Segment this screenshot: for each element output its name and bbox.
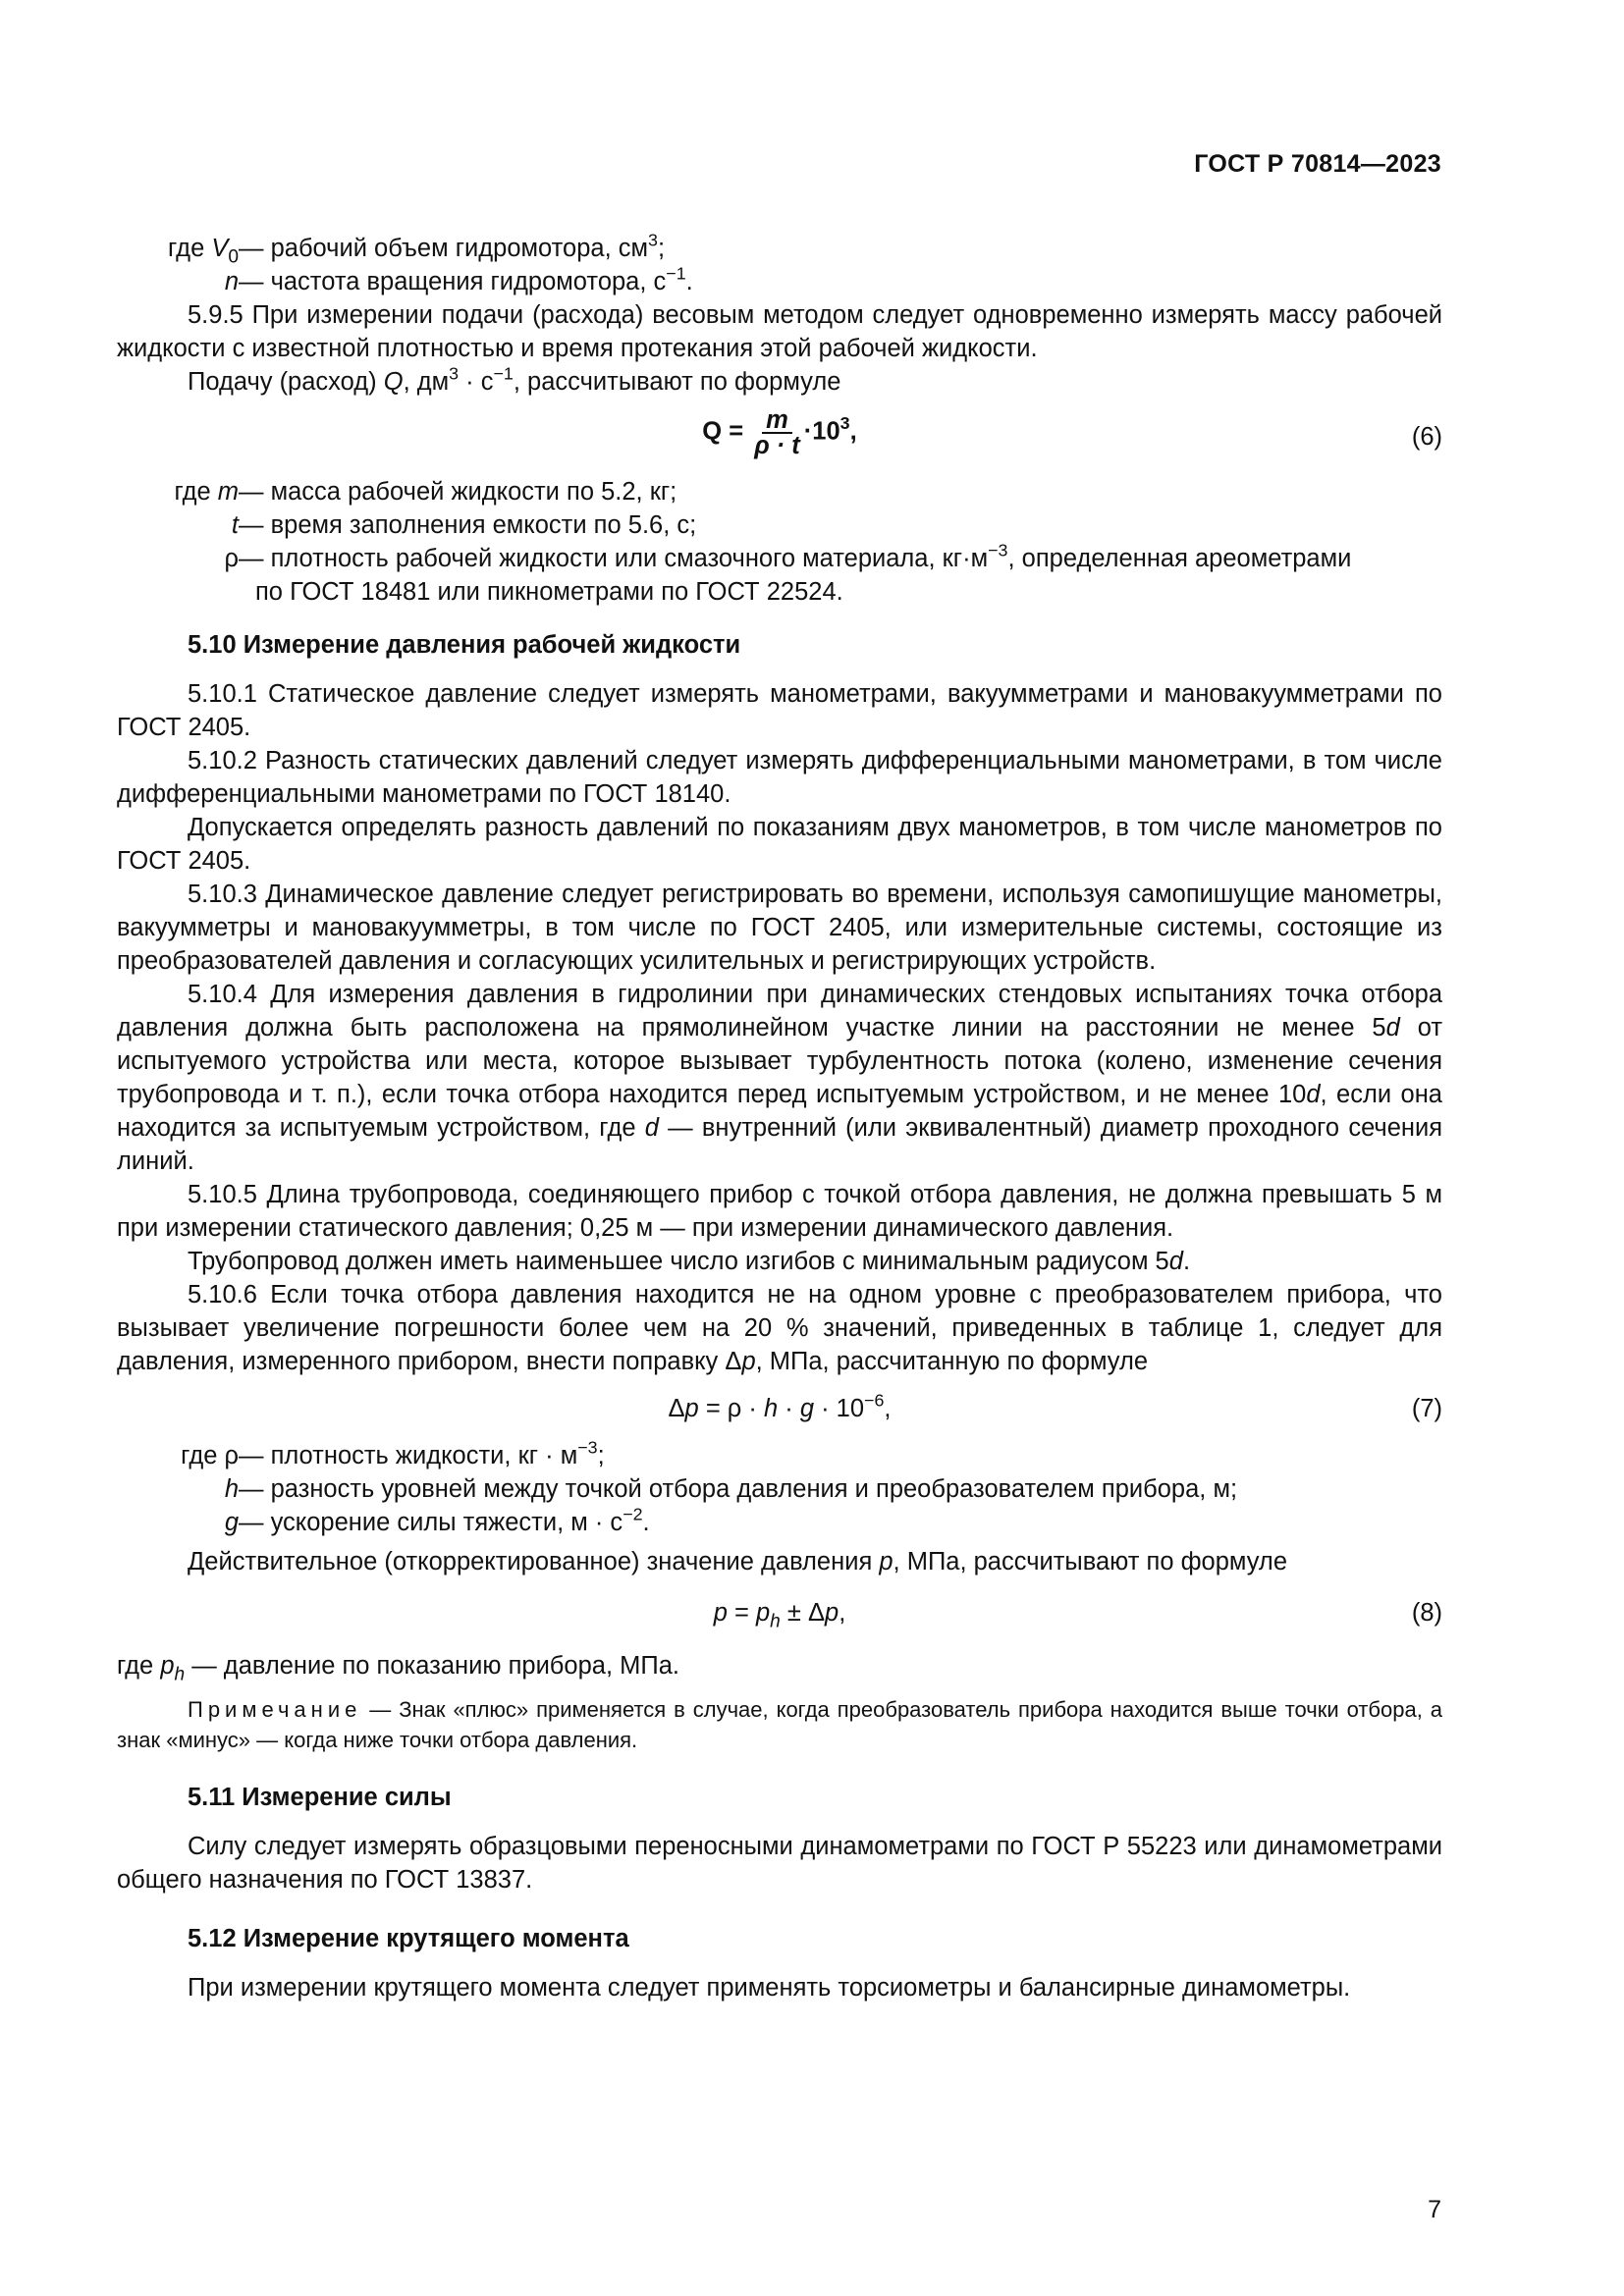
paragraph-allowed: Допускается определять разность давлений по показаниям двух манометров, в том числе манометров по ГОСТ 2405.	[117, 814, 1442, 875]
note: Примечание — Знак «плюс» применяется в случае, когда преобразователь прибора находится выше точки отбора, а знак «минус» — когда ниже точки отбора давления.	[117, 1697, 1442, 1752]
formula-7: $\Delta p = \rho \cdot h \cdot g \cdot 10^{-6}$, (7)	[117, 1378, 1442, 1439]
document-code-header: ГОСТ Р 70814—2023	[1194, 150, 1441, 178]
definition-rho-continuation: по ГОСТ 18481 или пикнометрами по ГОСТ 22524.	[255, 578, 843, 606]
definition-rho: ρ — плотность рабочей жидкости или смазочного материала, $кг\cdot м^{-3}$, определенная ареометрами	[224, 540, 1352, 572]
definition-rho-2: где ρ — плотность жидкости, кг · $м^{-3}$;	[181, 1437, 605, 1469]
definition-t: t — время заполнения емкости по 5.6, с;	[231, 511, 697, 539]
document-body	[117, 232, 1442, 2004]
definition-ph: где $p_h$ — давление по показанию прибора, МПа.	[117, 1652, 679, 1685]
paragraph-5-9-5: 5.9.5 При измерении подачи (расхода) весовым методом следует одновременно измерять массу рабочей жидкости с известной плотностью и время протекания этой рабочей жидкости.	[117, 301, 1442, 362]
section-heading-5-12: 5.12 Измерение крутящего момента	[188, 1925, 629, 1952]
paragraph-bends: Трубопровод должен иметь наименьшее число изгибов с минимальным радиусом 5d.	[188, 1248, 1191, 1275]
paragraph-5-10-4: 5.10.4 Для измерения давления в гидролинии при динамических стендовых испытаниях точка отбора давления должна быть расположена на прямолинейном участке линии на расстоянии не менее 5d от испытуемого устройства или места, которое вызывает турбулентность потока (колено, изменение сечения трубопровода и т. п.), если точка отбора находится перед испытуемым устройством, и не менее 10d, если она находится за испытуемым устройством, где d — внутренний (или эквивалентный) диаметр проходного сечения линий.	[117, 981, 1443, 1175]
formula-number-8: (8)	[1411, 1599, 1442, 1627]
section-heading-5-11: 5.11 Измерение силы	[188, 1784, 452, 1811]
section-heading-5-10: 5.10 Измерение давления рабочей жидкости	[188, 631, 741, 659]
definition-m: где m — масса рабочей жидкости по 5.2, кг;	[174, 478, 677, 506]
definition-v0: где $V_0$ — рабочий объем гидромотора, $см^3$;	[168, 230, 666, 268]
paragraph-5-10-1: 5.10.1 Статическое давление следует измерять манометрами, вакуумметрами и мановакуумметрами по ГОСТ 2405.	[117, 680, 1442, 741]
formula-number-6: (6)	[1411, 423, 1442, 451]
paragraph-5-10-5: 5.10.5 Длина трубопровода, соединяющего прибор с точкой отбора давления, не должна превышать 5 м при измерении статического давления; 0,25 м — при измерении динамического давления.	[117, 1181, 1442, 1242]
definition-h: h — разность уровней между точкой отбора давления и преобразователем прибора, м;	[224, 1475, 1238, 1503]
page-number: 7	[1428, 2196, 1441, 2223]
formula-number-7: (7)	[1411, 1395, 1442, 1422]
paragraph-5-11: Силу следует измерять образцовыми переносными динамометрами по ГОСТ Р 55223 или динамометрами общего назначения по ГОСТ 13837.	[117, 1833, 1442, 1894]
formula-8: $p = p_h \pm \Delta p$, (8)	[117, 1578, 1442, 1649]
paragraph-supply-formula-intro: Подачу (расход) Q, $дм^3 \cdot с^{-1}$, рассчитывают по формуле	[188, 363, 841, 396]
paragraph-actual-pressure: Действительное (откорректированное) значение давления p, МПа, рассчитывают по формуле	[188, 1548, 1287, 1575]
note-label: Примечание	[188, 1697, 362, 1722]
paragraph-5-10-3: 5.10.3 Динамическое давление следует регистрировать во времени, используя самопишущие манометры, вакуумметры и мановакуумметры, в том числе по ГОСТ 2405, или измерительные системы, состоящие из преобразователей давления и согласующих усилительных и регистрирующих устройств.	[117, 881, 1442, 975]
definition-g: g — ускорение силы тяжести, $м \cdot с^{-2}$.	[224, 1504, 650, 1536]
paragraph-5-12: При измерении крутящего момента следует применять торсиометры и балансирные динамометры.	[188, 1974, 1351, 2002]
definition-n: n — частота вращения гидромотора, $с^{-1}$.	[224, 263, 693, 295]
formula-6-fraction: $\frac{m}{\rho \cdot t}$	[754, 406, 800, 459]
formula-6: Q = $\frac{m}{\rho \cdot t}$ $\cdot 10^3$, (6)	[702, 406, 1442, 459]
paragraph-5-10-6: 5.10.6 Если точка отбора давления находится не на одном уровне с преобразователем прибора, что вызывает увеличение погрешности более чем на 20 % значений, приведенных в таблице 1, следует для давления, измеренного прибором, внести поправку Δp, МПа, рассчитанную по формуле	[117, 1281, 1442, 1375]
paragraph-5-10-2: 5.10.2 Разность статических давлений следует измерять дифференциальными манометрами, в том числе дифференциальными манометрами по ГОСТ 18140.	[117, 747, 1442, 808]
